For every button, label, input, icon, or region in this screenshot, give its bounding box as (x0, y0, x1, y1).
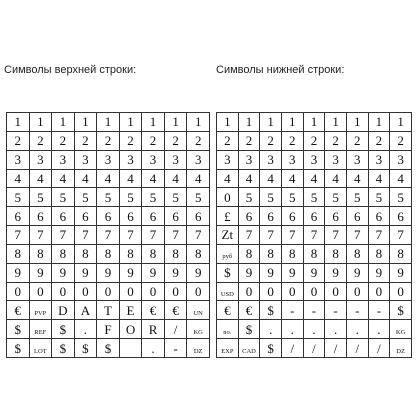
symbol-cell: 5 (52, 188, 75, 207)
table-row (7, 339, 210, 358)
symbol-cell: 1 (217, 113, 239, 132)
symbol-cell: 8 (325, 244, 347, 263)
symbol-cell: 4 (142, 169, 165, 188)
symbol-cell: 4 (368, 169, 390, 188)
symbol-cell: 4 (260, 169, 282, 188)
symbol-cell: 9 (281, 263, 303, 282)
symbol-cell: 1 (260, 113, 282, 132)
table-row (217, 339, 412, 358)
symbol-cell: 1 (346, 113, 368, 132)
symbol-cell: € (7, 301, 30, 320)
symbol-cell: 5 (238, 188, 260, 207)
symbol-cell: 9 (368, 263, 390, 282)
symbol-cell: 5 (325, 188, 347, 207)
table-row (217, 131, 412, 150)
symbol-cell: 3 (142, 150, 165, 169)
symbol-cell: 3 (281, 150, 303, 169)
symbol-cell: 1 (74, 113, 97, 132)
symbol-cell: 4 (303, 169, 325, 188)
symbol-cell: 9 (97, 263, 120, 282)
symbol-cell: 3 (74, 150, 97, 169)
symbol-cell: 6 (260, 207, 282, 226)
symbol-cell: 5 (29, 188, 52, 207)
symbol-cell: T (97, 301, 120, 320)
symbol-cell: 0 (303, 282, 325, 301)
symbol-cell: 7 (238, 226, 260, 245)
symbol-cell: 9 (52, 263, 75, 282)
table-row (7, 320, 210, 339)
symbol-cell: 2 (325, 131, 347, 150)
symbol-cell: / (346, 339, 368, 358)
symbol-cell: 3 (238, 150, 260, 169)
symbol-cell: 4 (74, 169, 97, 188)
upper-row-caption: Символы верхней строки: (4, 64, 137, 76)
table-row (7, 207, 210, 226)
symbol-cell: 3 (187, 150, 210, 169)
upper-row-symbol-table (6, 112, 210, 358)
symbol-cell: 2 (260, 131, 282, 150)
symbol-cell: O (119, 320, 142, 339)
symbol-cell: 3 (164, 150, 187, 169)
symbol-cell: 2 (187, 131, 210, 150)
symbol-cell: . (325, 320, 347, 339)
symbol-cell: 9 (325, 263, 347, 282)
symbol-cell: € (238, 301, 260, 320)
symbol-cell: 6 (164, 207, 187, 226)
symbol-cell: 4 (52, 169, 75, 188)
symbol-cell: $ (260, 339, 282, 358)
symbol-cell: 8 (7, 244, 30, 263)
symbol-cell: . (74, 320, 97, 339)
symbol-cell: 6 (52, 207, 75, 226)
symbol-cell: 9 (303, 263, 325, 282)
symbol-cell: 7 (164, 226, 187, 245)
symbol-cell: pyб (217, 244, 239, 263)
symbol-cell: EXP (217, 339, 239, 358)
symbol-cell: D (52, 301, 75, 320)
table-row (217, 226, 412, 245)
symbol-cell: 2 (303, 131, 325, 150)
symbol-cell: 0 (217, 188, 239, 207)
symbol-cell: 3 (260, 150, 282, 169)
symbol-cell: 1 (368, 113, 390, 132)
symbol-cell: 6 (368, 207, 390, 226)
symbol-cell: 0 (97, 282, 120, 301)
symbol-cell: 1 (7, 113, 30, 132)
symbol-cell: 5 (97, 188, 120, 207)
symbol-cell: 8 (260, 244, 282, 263)
symbol-cell: 8 (238, 244, 260, 263)
symbol-cell: 8 (97, 244, 120, 263)
symbol-cell: 8 (187, 244, 210, 263)
symbol-cell: no. (217, 320, 239, 339)
symbol-cell: 5 (164, 188, 187, 207)
symbol-cell: $ (52, 320, 75, 339)
symbol-cell: 7 (281, 226, 303, 245)
symbol-cell: 2 (74, 131, 97, 150)
symbol-cell: 0 (164, 282, 187, 301)
symbol-cell: 0 (260, 282, 282, 301)
table-row (217, 113, 412, 132)
symbol-cell: 2 (97, 131, 120, 150)
symbol-cell: . (346, 320, 368, 339)
symbol-cell: 4 (187, 169, 210, 188)
symbol-cell: 3 (7, 150, 30, 169)
symbol-cell: 7 (303, 226, 325, 245)
symbol-cell: 4 (7, 169, 30, 188)
symbol-cell: 4 (217, 169, 239, 188)
symbol-cell: 1 (281, 113, 303, 132)
table-row (7, 301, 210, 320)
symbol-cell: 7 (325, 226, 347, 245)
symbol-cell: / (281, 339, 303, 358)
symbol-cell: 8 (281, 244, 303, 263)
symbol-cell: $ (52, 339, 75, 358)
table-row (217, 282, 412, 301)
symbol-cell: 5 (368, 188, 390, 207)
symbol-cell: 7 (346, 226, 368, 245)
symbol-cell: 1 (119, 113, 142, 132)
symbol-cell: 7 (260, 226, 282, 245)
symbol-cell: DZ (187, 339, 210, 358)
symbol-cell: A (74, 301, 97, 320)
symbol-cell: Zt (217, 226, 239, 245)
symbol-cell: 0 (142, 282, 165, 301)
symbol-cell: R (142, 320, 165, 339)
lower-row-symbol-table (216, 112, 412, 358)
symbol-cell: 8 (346, 244, 368, 263)
table-row (7, 150, 210, 169)
symbol-cell: 9 (29, 263, 52, 282)
symbol-cell: 2 (281, 131, 303, 150)
symbol-cell: 5 (7, 188, 30, 207)
symbol-cell: E (119, 301, 142, 320)
symbol-cell: 4 (346, 169, 368, 188)
symbol-cell: 5 (119, 188, 142, 207)
symbol-cell: 0 (281, 282, 303, 301)
symbol-cell: - (346, 301, 368, 320)
symbol-cell: 5 (281, 188, 303, 207)
symbol-cell: 4 (119, 169, 142, 188)
symbol-cell: 3 (217, 150, 239, 169)
symbol-cell: 0 (7, 282, 30, 301)
table-row (217, 207, 412, 226)
symbol-cell: $ (238, 320, 260, 339)
symbol-cell (119, 339, 142, 358)
symbol-cell: - (368, 301, 390, 320)
symbol-cell: 7 (187, 226, 210, 245)
symbol-cell: 8 (142, 244, 165, 263)
symbol-cell: 8 (368, 244, 390, 263)
symbol-cell: 7 (97, 226, 120, 245)
symbol-cell: - (164, 339, 187, 358)
symbol-cell: 9 (346, 263, 368, 282)
symbol-cell: 2 (390, 131, 412, 150)
symbol-cell: 1 (164, 113, 187, 132)
symbol-cell: 9 (7, 263, 30, 282)
symbol-cell: € (164, 301, 187, 320)
symbol-cell: 6 (29, 207, 52, 226)
symbol-cell: CAD (238, 339, 260, 358)
symbol-cell: - (303, 301, 325, 320)
symbol-cell: 2 (119, 131, 142, 150)
symbol-cell: 4 (164, 169, 187, 188)
table-row (217, 263, 412, 282)
symbol-cell: / (325, 339, 347, 358)
symbol-cell: 9 (74, 263, 97, 282)
symbol-cell: 4 (238, 169, 260, 188)
symbol-cell: - (281, 301, 303, 320)
symbol-cell: UN (187, 301, 210, 320)
symbol-cell: 4 (97, 169, 120, 188)
symbol-cell: 1 (238, 113, 260, 132)
symbol-cell: 3 (303, 150, 325, 169)
symbol-cell: 2 (52, 131, 75, 150)
symbol-cell: 7 (74, 226, 97, 245)
symbol-cell: 1 (325, 113, 347, 132)
symbol-cell: 9 (119, 263, 142, 282)
symbol-cell: 7 (390, 226, 412, 245)
symbol-cell: 9 (390, 263, 412, 282)
symbol-cell: 0 (325, 282, 347, 301)
symbol-cell: 9 (164, 263, 187, 282)
table-row (7, 282, 210, 301)
table-row (217, 150, 412, 169)
symbol-cell: 9 (187, 263, 210, 282)
symbol-cell: $ (97, 339, 120, 358)
symbol-cell: 0 (29, 282, 52, 301)
symbol-cell: 7 (368, 226, 390, 245)
symbol-cell: 8 (390, 244, 412, 263)
symbol-cell: 7 (29, 226, 52, 245)
symbol-cell: 0 (119, 282, 142, 301)
symbol-cell: 6 (119, 207, 142, 226)
symbol-cell: 0 (74, 282, 97, 301)
symbol-cell: 4 (325, 169, 347, 188)
table-row (7, 244, 210, 263)
symbol-cell: 0 (52, 282, 75, 301)
symbol-cell: 6 (303, 207, 325, 226)
symbol-cell: 1 (52, 113, 75, 132)
symbol-cell: 0 (346, 282, 368, 301)
symbol-cell: 3 (346, 150, 368, 169)
symbol-cell: 6 (7, 207, 30, 226)
symbol-cell: 3 (29, 150, 52, 169)
symbol-cell: . (260, 320, 282, 339)
table-row (7, 113, 210, 132)
symbol-cell: 1 (390, 113, 412, 132)
symbol-cell: 6 (238, 207, 260, 226)
symbol-cell: 0 (187, 282, 210, 301)
table-row (7, 131, 210, 150)
symbol-cell: KG (187, 320, 210, 339)
symbol-cell: - (325, 301, 347, 320)
symbol-cell: 2 (29, 131, 52, 150)
symbol-cell: 6 (390, 207, 412, 226)
symbol-cell: 2 (164, 131, 187, 150)
symbol-cell: 1 (142, 113, 165, 132)
symbol-cell: 2 (368, 131, 390, 150)
symbol-cell: 6 (142, 207, 165, 226)
symbol-cell: 6 (281, 207, 303, 226)
symbol-cell: 5 (260, 188, 282, 207)
lower-row-caption: Символы нижней строки: (216, 64, 345, 76)
symbol-cell: 3 (368, 150, 390, 169)
table-row (217, 169, 412, 188)
symbol-cell: / (303, 339, 325, 358)
symbol-cell: 0 (390, 282, 412, 301)
table-row (7, 169, 210, 188)
symbol-cell: $ (260, 301, 282, 320)
symbol-cell: DZ (390, 339, 412, 358)
symbol-cell: 2 (7, 131, 30, 150)
symbol-cell: £ (217, 207, 239, 226)
symbol-cell: 7 (52, 226, 75, 245)
symbol-cell: 6 (74, 207, 97, 226)
symbol-cell: / (164, 320, 187, 339)
table-row (7, 188, 210, 207)
symbol-cell: . (142, 339, 165, 358)
symbol-cell: 7 (119, 226, 142, 245)
symbol-cell: PVP (29, 301, 52, 320)
symbol-cell: 8 (74, 244, 97, 263)
symbol-cell: $ (7, 320, 30, 339)
symbol-cell: 6 (346, 207, 368, 226)
symbol-cell: . (368, 320, 390, 339)
symbol-cell: 4 (29, 169, 52, 188)
symbol-cell: 3 (325, 150, 347, 169)
symbol-cell: . (281, 320, 303, 339)
symbol-cell: REF (29, 320, 52, 339)
symbol-cell: 9 (238, 263, 260, 282)
table-row (7, 263, 210, 282)
symbol-cell: F (97, 320, 120, 339)
symbol-cell: 5 (346, 188, 368, 207)
symbol-cell: 2 (142, 131, 165, 150)
symbol-cell: 9 (260, 263, 282, 282)
symbol-cell: 0 (238, 282, 260, 301)
table-row (217, 320, 412, 339)
symbol-cell: 3 (52, 150, 75, 169)
symbol-cell: 9 (142, 263, 165, 282)
symbol-cell: 2 (238, 131, 260, 150)
symbol-cell: 5 (74, 188, 97, 207)
symbol-cell: 3 (119, 150, 142, 169)
symbol-cell: KG (390, 320, 412, 339)
table-row (7, 226, 210, 245)
symbol-cell: 4 (281, 169, 303, 188)
symbol-cell: 3 (390, 150, 412, 169)
symbol-cell: 1 (29, 113, 52, 132)
symbol-cell: 5 (390, 188, 412, 207)
symbol-cell: LOT (29, 339, 52, 358)
symbol-cell: 8 (52, 244, 75, 263)
symbol-cell: 7 (7, 226, 30, 245)
table-row (217, 244, 412, 263)
symbol-cell: 5 (142, 188, 165, 207)
symbol-cell: 6 (187, 207, 210, 226)
symbol-cell: € (142, 301, 165, 320)
symbol-cell: 1 (97, 113, 120, 132)
symbol-cell: 1 (187, 113, 210, 132)
symbol-cell: / (368, 339, 390, 358)
symbol-cell: 6 (97, 207, 120, 226)
symbol-cell: 1 (303, 113, 325, 132)
symbol-cell: $ (390, 301, 412, 320)
symbol-cell: USD (217, 282, 239, 301)
table-row (217, 301, 412, 320)
table-row (217, 188, 412, 207)
symbol-cell: 8 (303, 244, 325, 263)
symbol-cell: $ (217, 263, 239, 282)
symbol-cell: 2 (217, 131, 239, 150)
symbol-cell: . (303, 320, 325, 339)
symbol-cell: 7 (142, 226, 165, 245)
symbol-cell: 5 (303, 188, 325, 207)
symbol-cell: € (217, 301, 239, 320)
symbol-cell: 8 (29, 244, 52, 263)
symbol-cell: $ (74, 339, 97, 358)
symbol-cell: 6 (325, 207, 347, 226)
symbol-cell: 8 (119, 244, 142, 263)
symbol-cell: 5 (187, 188, 210, 207)
symbol-cell: 8 (164, 244, 187, 263)
symbol-cell: 0 (368, 282, 390, 301)
symbol-cell: 2 (346, 131, 368, 150)
symbol-cell: 4 (390, 169, 412, 188)
symbol-cell: $ (7, 339, 30, 358)
symbol-cell: 3 (97, 150, 120, 169)
